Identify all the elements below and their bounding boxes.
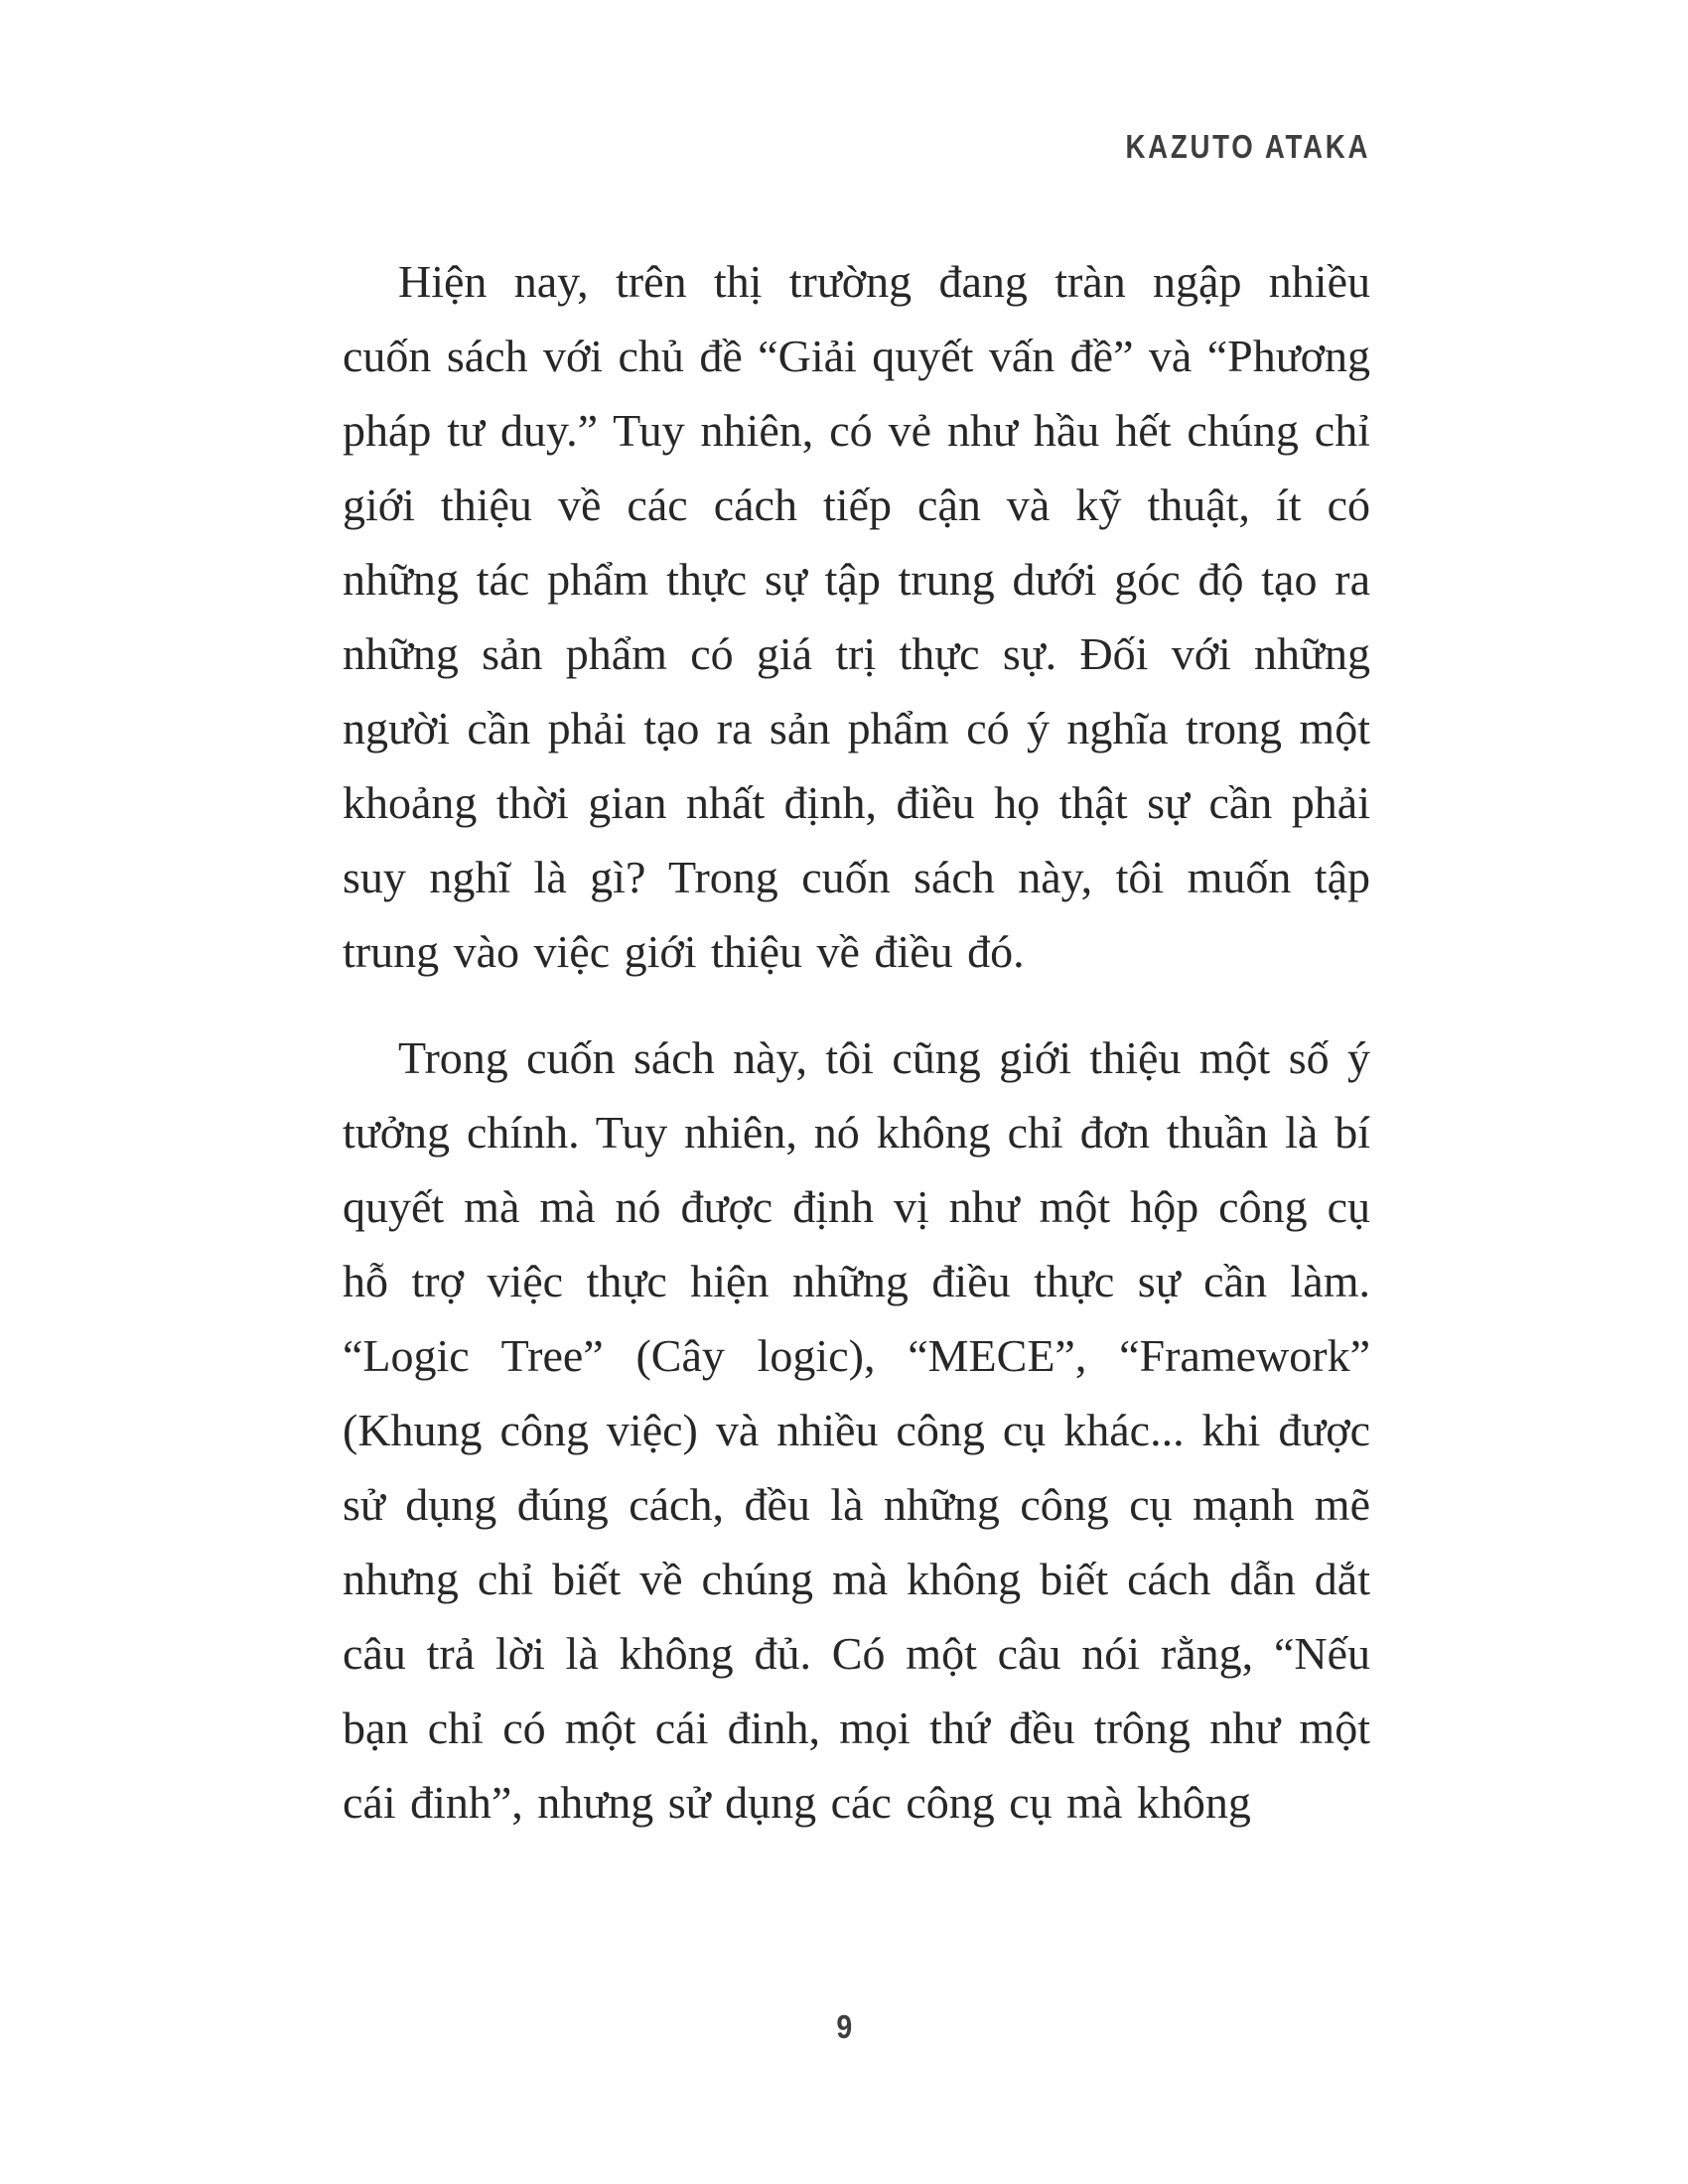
- paragraph: Hiện nay, trên thị trường đang tràn ngập nhiều cuốn sách với chủ đề “Giải quyết vấn đề” và “Phương pháp tư duy.” Tuy nhiên, có vẻ như hầu hết chúng chỉ giới thiệu về các cách tiếp cận và kỹ thuật, ít có những tác phẩm thực sự tập trung dưới góc độ tạo ra những sản phẩm có giá trị thực sự. Đối với những người cần phải tạo ra sản phẩm có ý nghĩa trong một khoảng thời gian nhất định, điều họ thật sự cần phải suy nghĩ là gì? Trong cuốn sách này, tôi muốn tập trung vào việc giới thiệu về điều đó.: [343, 256, 1370, 977]
- page-number-text: 9: [836, 2008, 852, 2046]
- author-name-text: KAZUTO ATAKA: [1125, 128, 1370, 166]
- running-head-author: [343, 128, 1370, 166]
- page-number: [0, 2008, 1688, 2046]
- body-text: [343, 244, 1370, 1871]
- paragraph: Trong cuốn sách này, tôi cũng giới thiệu một số ý tưởng chính. Tuy nhiên, nó không chỉ đơn thuần là bí quyết mà mà nó được định vị như một hộp công cụ hỗ trợ việc thực hiện những điều thực sự cần làm. “Logic Tree” (Cây logic), “MECE”, “Framework” (Khung công việc) và nhiều công cụ khác... khi được sử dụng đúng cách, đều là những công cụ mạnh mẽ nhưng chỉ biết về chúng mà không biết cách dẫn dắt câu trả lời là không đủ. Có một câu nói rằng, “Nếu bạn chỉ có một cái đinh, mọi thứ đều trông như một cái đinh”, nhưng sử dụng các công cụ mà không: [343, 1032, 1370, 1828]
